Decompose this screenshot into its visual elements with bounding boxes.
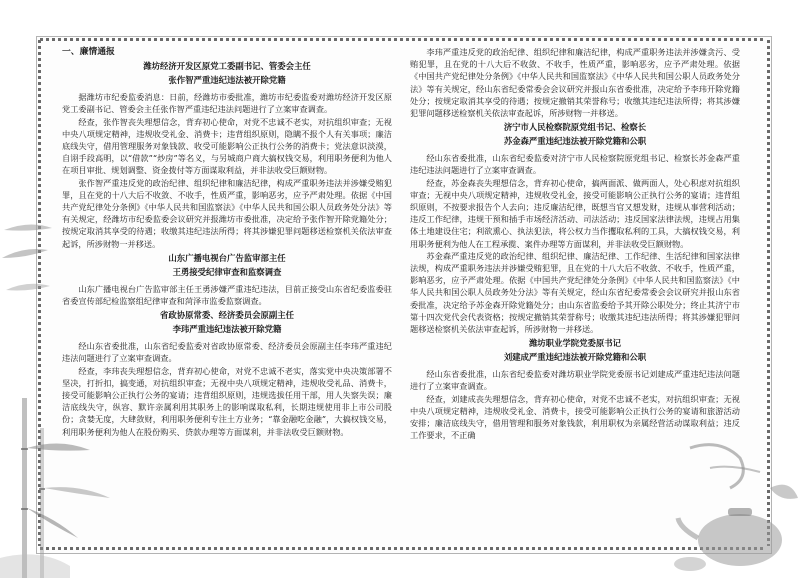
paragraph: 经山东省委批准，山东省纪委监委对省政协原常委、经济委员会原副主任李玮严重违纪违法问题进行了立案审查调查。: [62, 341, 392, 364]
paragraph: 李玮严重违反党的政治纪律、组织纪律和廉洁纪律，构成严重职务违法并涉嫌贪污、受贿犯罪，且在党的十八大后不收敛、不收手，性质严重，影响恶劣，应予严肃处理。依据《中国共产党纪律处分条例》《中华人民共和国监察法》《中华人民共和国公职人员政务处分法》等有关规定，经山东省纪委常委会会议研究并报山东省委批准，决定给予李玮开除党籍处分；按规定取消其享受的待遇；按规定撤销其荣誉称号；收缴其违纪违法所得；将其涉嫌犯罪问题移送检察机关依法审查起诉，所涉财物一并移送。: [410, 47, 740, 119]
paragraph: 苏金森严重违反党的政治纪律、组织纪律、廉洁纪律、工作纪律、生活纪律和国家法律法规，构成严重职务违法并涉嫌受贿犯罪，且在党的十八大后不收敛、不收手，性质严重，影响恶劣，应予严肃处理。依据《中国共产党纪律处分条例》《中华人民共和国监察法》《中华人民共和国公职人员政务处分法》等有关规定，经山东省纪委常委会会议研究并报山东省委批准，决定给予苏金森开除党籍处分；由山东省监委给予其开除公职处分；终止其济宁市第十四次党代会代表资格；按规定撤销其荣誉称号；收缴其违纪违法所得；将其涉嫌犯罪问题移送检察机关依法审查起诉，所涉财物一并移送。: [410, 250, 740, 335]
article-title-line: 济宁市人民检察院原党组书记、检察长: [503, 122, 647, 133]
article-title-line: 潍坊经济开发区原党工委副书记、管委会主任: [143, 61, 311, 72]
article-title-line: 苏金森严重违纪违法被开除党籍和公职: [503, 136, 647, 147]
article-title-line: 山东广播电视台广告监审部主任: [168, 252, 286, 263]
paragraph: 经山东省委批准，山东省纪委监委对潍坊职业学院党委原书记刘建成严重违纪违法问题进行了立案审查调查。: [410, 369, 740, 392]
bamboo-leaves-icon: [0, 210, 60, 320]
paragraph: 经山东省委批准，山东省纪委监委对济宁市人民检察院原党组书记、检察长苏金森严重违纪违法问题进行了立案审查调查。: [410, 153, 740, 176]
article-title-line: 刘建成严重违纪违法被开除党籍和公职: [503, 352, 647, 363]
article-title-line: 潍坊职业学院党委原书记: [528, 338, 622, 349]
section-heading: 一、廉情通报: [62, 47, 115, 57]
article-title-line: 省政协原常委、经济委员会原副主任: [160, 310, 294, 321]
paragraph: 张作智严重违反党的政治纪律、组织纪律和廉洁纪律，构成严重职务违法并涉嫌受贿犯罪，且在党的十八大后不收敛、不收手，性质严重，影响恶劣，应予严肃处理。依据《中国共产党纪律处分条例》《中华人民共和国监察法》《中华人民共和国公职人员政务处分法》等有关规定，经潍坊市纪委监委会议研究并报潍坊市委批准，决定给予张作智开除党籍处分；按规定取消其享受的待遇；收缴其违纪违法所得；将其涉嫌犯罪问题移送检察机关依法审查起诉，所涉财物一并移送。: [62, 177, 392, 249]
right-column: [410, 46, 740, 542]
paragraph: 经查，张作智丧失理想信念，背弃初心使命，对党不忠诚不老实，对抗组织审查；无视中央八项规定精神，违规收受礼金、消费卡；违背组织原则，隐瞒不报个人有关事项；廉洁底线失守，借用管理服务对象钱款、收受可能影响公正执行公务的消费卡；党法意识淡漠，自诩手段高明，以“借款”“炒房”等名义，与另城商户商大搞权钱交易，利用职务便利为他人在项目审批、规划调整、资金拨付等方面谋取利益，并非法收受巨额财物。: [62, 116, 392, 176]
left-column: [62, 46, 392, 542]
paragraph: 据潍坊市纪委监委消息：日前，经潍坊市委批准，潍坊市纪委监委对潍坊经济开发区原党工委副书记、管委会主任张作智严重违纪违法问题进行了立案审查调查。: [62, 92, 392, 115]
paragraph: 山东广播电视台广告监审部主任王勇涉嫌严重违纪违法，目前正接受山东省纪委监委驻省委宣传部纪检监察组纪律审查和菏泽市监委监察调查。: [62, 283, 392, 307]
article-title-line: 李玮严重违纪违法被开除党籍: [172, 324, 282, 335]
paragraph: 经查，苏金森丧失理想信念，背弃初心使命，搞两面派、做两面人，处心积虑对抗组织审查；无视中央八项规定精神，违规收受礼金，接受可能影响公正执行公务的宴请；违背组织原则，不按要求报告个人去向；违反廉洁纪律，既想当官又想发财，违规从事营利活动；违反工作纪律，违规干预和插手市场经济活动、司法活动；违反国家法律法规，违规占用集体土地建设住宅；利欲熏心、执法犯法，将公权力当作攫取私利的工具，大搞权钱交易，利用职务便利为他人在工程承揽、案件办理等方面谋利，并非法收受巨额财物。: [410, 177, 740, 249]
paragraph: 经查，刘建成丧失理想信念，背弃初心使命，对党不忠诚不老实，对抗组织审查；无视中央八项规定精神，违规收受礼金、消费卡，接受可能影响公正执行公务的宴请和旅游活动安排；廉洁底线失守，借用管理和服务对象钱款，利用职权为亲属经营活动谋取利益；违反工作要求，不正确: [410, 393, 740, 441]
fret-border-top: [40, 38, 766, 41]
article-title-line: 张作智严重违纪违法被开除党籍: [168, 75, 286, 86]
article-title-line: 王勇接受纪律审查和监察调查: [172, 266, 282, 277]
paragraph: 经查，李玮丧失理想信念，背弃初心使命，对党不忠诚不老实，落实党中央决策部署不坚决，打折扣，搞变通，对抗组织审查；无视中央八项规定精神，违规收受礼品、消费卡，接受可能影响公正执行公务的宴请；违背组织原则，违规选拔任用干部，用人失察失误；廉洁底线失守，纵容、默许亲属利用其职务上的影响谋取私利，长期违规使用非上市公司股份；贪婪无度，大肆敛财，利用职务便利专注土方业务；“靠金融吃金融”，大搞权钱交易，利用职务便利为他人在股份购买、贷款办理等方面谋利，并非法收受巨额财物。: [62, 365, 392, 437]
